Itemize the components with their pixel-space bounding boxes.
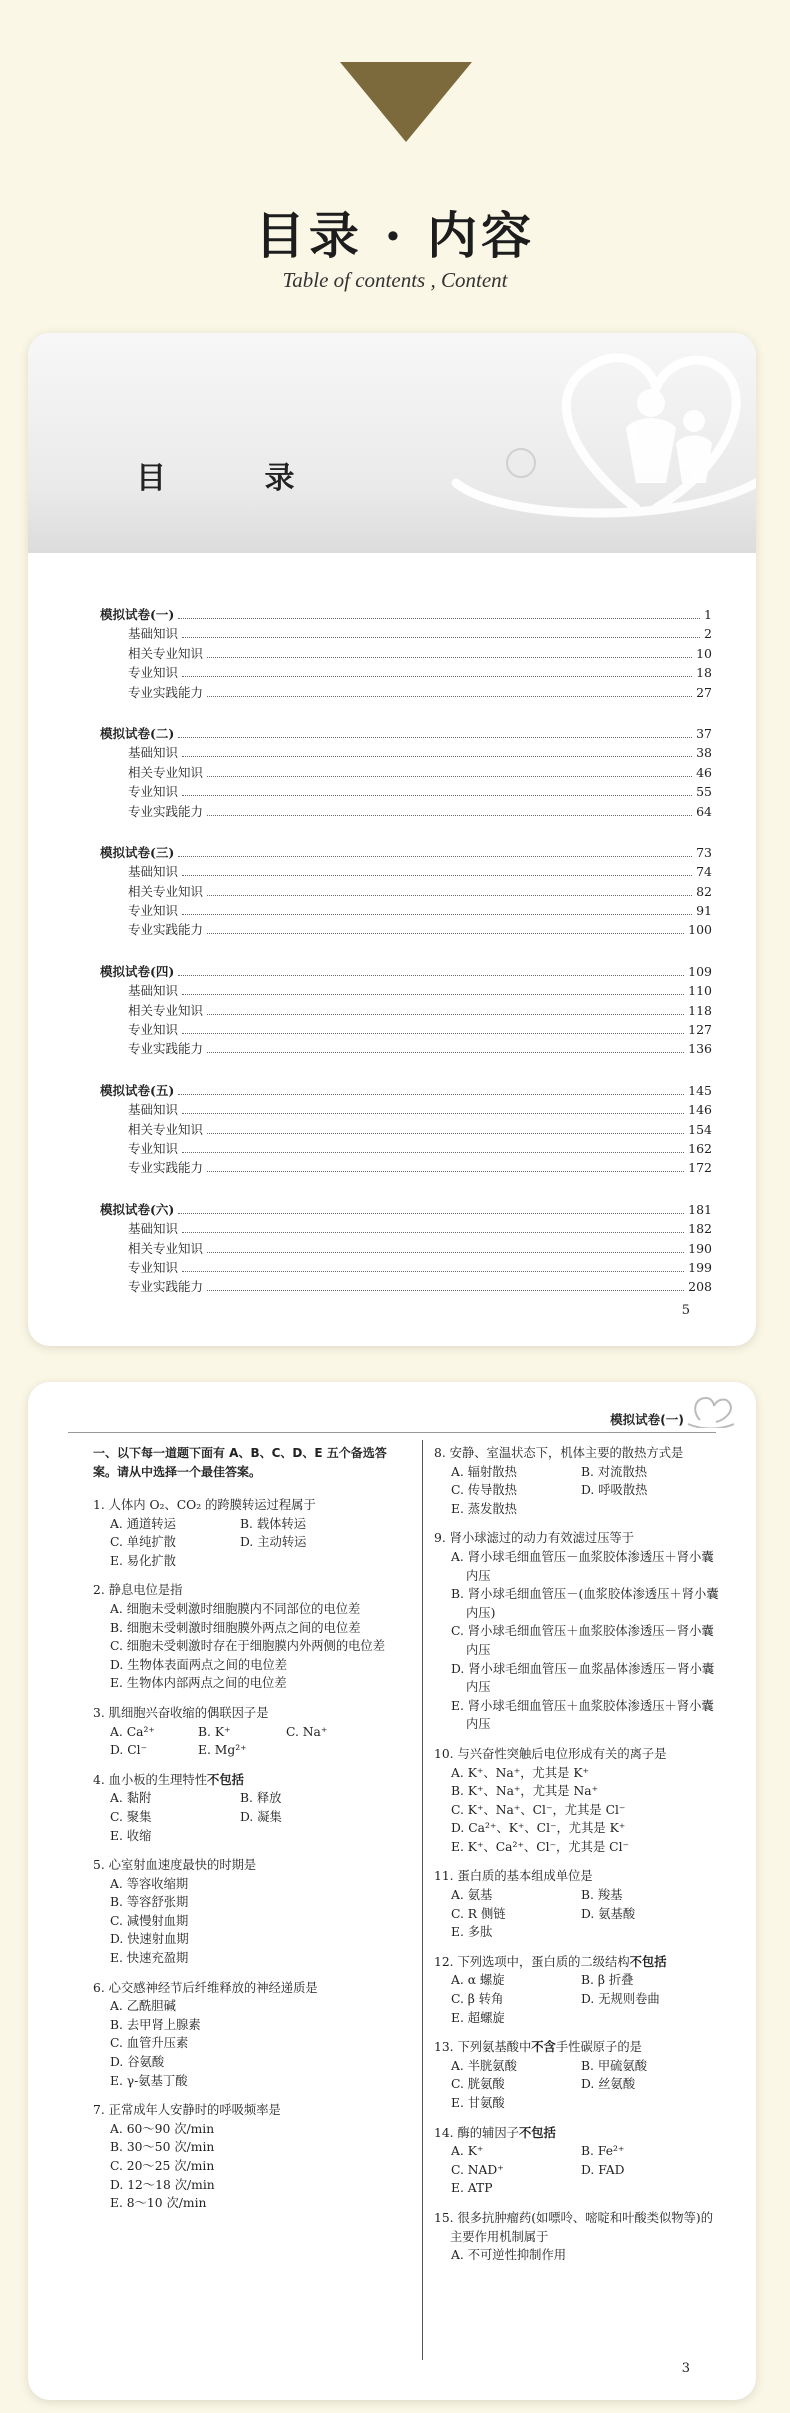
toc-leader-dots [182, 914, 692, 915]
section-title: 目录 · 内容 [254, 206, 536, 265]
answer-option: C. 传导散热 [451, 1483, 517, 1498]
answer-option: D. 凝集 [240, 1809, 282, 1824]
answer-option-row [434, 1481, 724, 1500]
question-item [93, 1496, 409, 1570]
question-emphasis: 不含 [531, 2040, 556, 2055]
toc-entry-exam [100, 962, 712, 981]
answer-option: E. ATP [451, 2181, 493, 2196]
question-item [434, 2209, 724, 2265]
toc-entry-section [100, 901, 712, 920]
toc-entry-page: 199 [688, 1259, 712, 1275]
toc-leader-dots [182, 676, 692, 677]
toc-leader-dots [182, 875, 692, 876]
question-stem [434, 1529, 724, 1548]
toc-leader-dots [178, 618, 700, 619]
toc-entry-title: 基础知识 [128, 864, 179, 880]
toc-entry-title: 专业实践能力 [128, 922, 204, 938]
toc-entry-page: 172 [688, 1160, 712, 1176]
toc-leader-dots [182, 1271, 684, 1272]
toc-entry-section [100, 1158, 712, 1177]
toc-entry-page: 46 [696, 764, 712, 780]
toc-entry-title: 专业知识 [128, 1140, 179, 1156]
question-text: 6. 心交感神经节后纤维释放的神经递质是 [93, 1980, 318, 1995]
toc-entry-page: 190 [688, 1240, 712, 1256]
answer-option-row [434, 1905, 724, 1924]
toc-entry-section [100, 1219, 712, 1238]
toc-entry-page: 100 [688, 922, 712, 938]
toc-leader-dots [207, 1014, 684, 1015]
question-text: 7. 正常成年人安静时的呼吸频率是 [93, 2103, 281, 2118]
answer-option: A. K⁺、Na⁺，尤其是 K⁺ [451, 1765, 590, 1780]
toc-entry-title: 基础知识 [128, 1221, 179, 1237]
answer-option: C. 20～25 次/min [110, 2159, 215, 2173]
toc-leader-dots [182, 1033, 684, 1034]
answer-option: C. 聚集 [110, 1809, 152, 1824]
question-text: 1. 人体内 O₂、CO₂ 的跨膜转运过程属于 [93, 1498, 316, 1512]
answer-option: A. 乙酰胆碱 [110, 1999, 176, 2014]
toc-leader-dots [207, 933, 684, 934]
medical-heart-stethoscope-icon [426, 333, 756, 553]
answer-option: B. Fe²⁺ [581, 2144, 625, 2159]
toc-leader-dots [207, 815, 692, 816]
answer-option: D. 丝氨酸 [581, 2077, 636, 2092]
answer-option-row [434, 2094, 724, 2113]
question-text: 8. 安静、室温状态下，机体主要的散热方式是 [434, 1446, 684, 1460]
answer-option: B. K⁺ [198, 1724, 231, 1739]
toc-entry-page: 82 [696, 883, 712, 899]
column-divider [422, 1440, 423, 2360]
toc-entry-title: 基础知识 [128, 626, 179, 642]
toc-entry-section [100, 802, 712, 821]
toc-entry-title: 专业实践能力 [128, 1279, 204, 1295]
toc-entry-section [100, 1020, 712, 1039]
toc-entry-section [100, 1258, 712, 1277]
toc-entry-title: 相关专业知识 [128, 1121, 204, 1137]
toc-leader-dots [207, 895, 692, 896]
answer-option: B. 对流散热 [581, 1464, 648, 1479]
toc-leader-dots [207, 1290, 684, 1291]
answer-option: A. 半胱氨酸 [451, 2058, 517, 2073]
section-instructions: 一、以下每一道题下面有 A、B、C、D、E 五个备选答案。请从中选择一个最佳答案。 [93, 1446, 387, 1479]
toc-entry-title: 专业知识 [128, 784, 179, 800]
toc-entry-page: 162 [688, 1140, 712, 1156]
toc-entry-page: 73 [696, 844, 712, 860]
answer-option: E. 多肽 [451, 1925, 493, 1940]
page-number: 5 [681, 1303, 690, 1318]
answer-option-row [93, 1515, 409, 1534]
answer-option: D. FAD [581, 2162, 625, 2177]
answer-option: C. NAD⁺ [451, 2162, 504, 2177]
answer-option-row [434, 2161, 724, 2180]
answer-option: A. 不可逆性抑制作用 [451, 2248, 567, 2263]
question-item [93, 2101, 409, 2213]
answer-option: D. 肾小球毛细血管压－血浆晶体渗透压－肾小囊内压 [451, 1661, 715, 1695]
question-stem [434, 1444, 724, 1463]
toc-entry-title: 相关专业知识 [128, 764, 204, 780]
toc-entry-section [100, 663, 712, 682]
answer-option-row [434, 2179, 724, 2198]
running-header [28, 1382, 756, 1427]
question-text: 2. 静息电位是指 [93, 1583, 183, 1598]
question-item [434, 2038, 724, 2112]
toc-entry-title: 专业实践能力 [128, 1160, 204, 1176]
toc-leader-dots [182, 1152, 684, 1153]
exam-page-card [28, 1382, 756, 2400]
toc-entry-section [100, 763, 712, 782]
answer-option: A. 细胞未受刺激时细胞膜内不同部位的电位差 [110, 1601, 361, 1616]
toc-entry-section [100, 920, 712, 939]
toc-entry-section [100, 862, 712, 881]
answer-option: D. 主动转运 [240, 1535, 307, 1550]
question-item [434, 1867, 724, 1941]
answer-option-row [93, 1723, 409, 1742]
toc-leader-dots [207, 776, 692, 777]
answer-option: D. 呼吸散热 [581, 1483, 648, 1498]
toc-entry-page: 110 [688, 983, 712, 999]
toc-entry-section [100, 1277, 712, 1296]
answer-option: A. 氨基 [451, 1888, 493, 1903]
answer-option: E. K⁺、Ca²⁺、Cl⁻，尤其是 Cl⁻ [451, 1839, 629, 1854]
answer-option: A. 60～90 次/min [110, 2121, 215, 2136]
toc-group [100, 962, 712, 1059]
toc-entry-page: 64 [696, 803, 712, 819]
toc-entry-page: 2 [704, 626, 712, 642]
toc-entry-page: 154 [688, 1121, 712, 1137]
toc-entry-exam [100, 843, 712, 862]
toc-entry-title: 相关专业知识 [128, 1240, 204, 1256]
answer-option: A. 辐射散热 [451, 1464, 517, 1479]
toc-group [100, 843, 712, 940]
toc-leader-dots [207, 1133, 684, 1134]
header-logo-icon [686, 1390, 734, 1428]
toc-entry-section [100, 782, 712, 801]
toc-entry-exam [100, 605, 712, 624]
toc-entry-title: 专业实践能力 [128, 1041, 204, 1057]
answer-option: D. 谷氨酸 [110, 2055, 165, 2070]
answer-option: C. 单纯扩散 [110, 1535, 176, 1550]
answer-option: E. 8～10 次/min [110, 2196, 207, 2211]
toc-leader-dots [182, 795, 692, 796]
answer-option: B. K⁺、Na⁺，尤其是 Na⁺ [451, 1784, 599, 1799]
toc-leader-dots [182, 994, 684, 995]
question-stem [93, 1979, 409, 1998]
page-number: 3 [681, 2361, 690, 2376]
toc-entry-title: 模拟试卷(三) [100, 844, 175, 860]
question-emphasis: 不包括 [629, 1954, 667, 1969]
toc-group [100, 1200, 712, 1297]
toc-entry-exam [100, 1200, 712, 1219]
toc-entry-section [100, 1039, 712, 1058]
toc-entry-page: 145 [688, 1082, 712, 1098]
toc-entry-section [100, 1239, 712, 1258]
toc-leader-dots [182, 1232, 684, 1233]
toc-entry-title: 模拟试卷(二) [100, 725, 175, 741]
toc-entry-page: 74 [696, 864, 712, 880]
toc-entry-page: 37 [696, 725, 712, 741]
answer-option-row [434, 2009, 724, 2028]
answer-option-row [434, 2075, 724, 2094]
question-text: 12. 下列选项中，蛋白质的二级结构 [434, 1954, 630, 1969]
answer-option: E. 肾小球毛细血管压＋血浆胶体渗透压＋肾小囊内压 [451, 1698, 714, 1732]
running-header-label: 模拟试卷(一) [610, 1412, 684, 1427]
answer-option: E. 易化扩散 [110, 1553, 176, 1568]
toc-heading: 目 录 [136, 461, 339, 496]
toc-entry-page: 38 [696, 745, 712, 761]
answer-option: B. 30～50 次/min [110, 2140, 215, 2155]
question-column-right [434, 1444, 724, 2276]
question-text: 4. 血小板的生理特性 [93, 1772, 208, 1787]
toc-entry-title: 专业知识 [128, 1022, 179, 1038]
toc-entry-page: 109 [688, 963, 712, 979]
answer-option: B. 羧基 [581, 1888, 623, 1903]
toc-entry-section [100, 1120, 712, 1139]
question-stem [434, 2038, 724, 2057]
question-stem [93, 1771, 409, 1790]
toc-entry-page: 1 [704, 607, 712, 622]
toc-entry-section [100, 644, 712, 663]
answer-option: B. β 折叠 [581, 1973, 634, 1988]
toc-leader-dots [207, 1252, 684, 1253]
answer-option: C. 胱氨酸 [451, 2077, 505, 2092]
question-item [434, 2124, 724, 2198]
answer-option: E. 收缩 [110, 1828, 152, 1843]
toc-entry-page: 118 [688, 1002, 712, 1018]
answer-option: A. 等容收缩期 [110, 1876, 189, 1891]
question-stem [434, 1867, 724, 1886]
answer-option: E. 超螺旋 [451, 2010, 505, 2025]
toc-entry-title: 基础知识 [128, 745, 179, 761]
question-column-left [93, 1444, 409, 2224]
question-text: 9. 肾小球滤过的动力有效滤过压等于 [434, 1531, 635, 1546]
toc-leader-dots [182, 637, 700, 638]
question-text: 10. 与兴奋性突触后电位形成有关的离子是 [434, 1746, 667, 1761]
toc-leader-dots [178, 737, 692, 738]
toc-entry-page: 55 [696, 784, 712, 800]
question-text: 15. 很多抗肿瘤药(如嘌呤、嘧啶和叶酸类似物等)的主要作用机制属于 [434, 2210, 713, 2244]
answer-option-row [93, 1552, 409, 1571]
toc-entry-section [100, 1139, 712, 1158]
answer-option: D. 快速射血期 [110, 1932, 189, 1947]
answer-option: A. Ca²⁺ [110, 1724, 155, 1739]
toc-entry-page: 127 [688, 1022, 712, 1038]
toc-entry-title: 相关专业知识 [128, 1002, 204, 1018]
answer-option: D. 无规则卷曲 [581, 1992, 660, 2007]
toc-entry-title: 相关专业知识 [128, 645, 204, 661]
question-item [93, 1581, 409, 1693]
answer-option: E. 蒸发散热 [451, 1501, 517, 1516]
question-stem [434, 2209, 724, 2246]
toc-entry-title: 专业知识 [128, 1259, 179, 1275]
toc-entry-section [100, 624, 712, 643]
answer-option: C. 细胞未受刺激时存在于细胞膜内外两侧的电位差 [110, 1639, 386, 1654]
toc-entry-title: 模拟试卷(六) [100, 1201, 175, 1217]
header-rule [68, 1432, 716, 1433]
toc-entry-page: 136 [688, 1041, 712, 1057]
answer-option: C. Na⁺ [286, 1724, 328, 1739]
answer-option: B. 甲硫氨酸 [581, 2058, 648, 2073]
answer-option: D. Cl⁻ [110, 1743, 148, 1758]
toc-entry-section [100, 981, 712, 1000]
toc-leader-dots [207, 696, 692, 697]
toc-leader-dots [207, 1171, 684, 1172]
toc-entry-section [100, 743, 712, 762]
answer-option-row [93, 1533, 409, 1552]
answer-option: D. 生物体表面两点之间的电位差 [110, 1657, 288, 1672]
answer-option-row [434, 1971, 724, 1990]
toc-leader-dots [182, 756, 692, 757]
answer-option-row [434, 1463, 724, 1482]
answer-option: E. 生物体内部两点之间的电位差 [110, 1676, 287, 1691]
question-text-tail: 手性碳原子的是 [555, 2040, 642, 2055]
toc-entry-title: 专业知识 [128, 903, 179, 919]
question-text: 14. 酶的辅因子 [434, 2125, 519, 2140]
toc-leader-dots [207, 1052, 684, 1053]
answer-option: C. R 侧链 [451, 1906, 506, 1921]
answer-option: E. 甘氨酸 [451, 2096, 505, 2110]
toc-entry-page: 208 [688, 1279, 712, 1295]
answer-option-row [93, 1827, 409, 1846]
question-stem [93, 1581, 409, 1600]
toc-leader-dots [178, 975, 684, 976]
toc-entry-section [100, 882, 712, 901]
answer-option-row [93, 1789, 409, 1808]
answer-option: B. 载体转运 [240, 1516, 307, 1531]
answer-option: B. 等容舒张期 [110, 1895, 189, 1910]
question-emphasis: 不包括 [518, 2125, 556, 2140]
answer-option: E. Mg²⁺ [198, 1743, 247, 1758]
question-stem [93, 1496, 409, 1515]
toc-entry-title: 专业实践能力 [128, 803, 204, 819]
question-stem [93, 1856, 409, 1875]
toc-entry-section [100, 1001, 712, 1020]
toc-entry-section [100, 1100, 712, 1119]
answer-option: D. 12～18 次/min [110, 2177, 215, 2192]
question-stem [434, 2124, 724, 2143]
answer-option: A. α 螺旋 [451, 1973, 505, 1988]
answer-option-row [434, 2142, 724, 2161]
answer-option: B. 去甲肾上腺素 [110, 2017, 201, 2032]
question-item [93, 1771, 409, 1845]
toc-entry-page: 146 [688, 1102, 712, 1118]
answer-option: C. K⁺、Na⁺、Cl⁻，尤其是 Cl⁻ [451, 1802, 626, 1817]
answer-option-row [93, 1741, 409, 1760]
toc-leader-dots [178, 1213, 684, 1214]
answer-option: C. β 转角 [451, 1992, 504, 2007]
answer-option-row [93, 1808, 409, 1827]
toc-leader-dots [207, 657, 692, 658]
toc-entry-page: 10 [696, 645, 712, 661]
question-stem [93, 1704, 409, 1723]
answer-option: D. Ca²⁺、K⁺、Cl⁻，尤其是 K⁺ [451, 1821, 626, 1836]
toc-entry-title: 模拟试卷(一) [100, 607, 175, 622]
toc-leader-dots [178, 856, 692, 857]
toc-group [100, 605, 712, 702]
question-item [93, 1856, 409, 1968]
answer-option: C. 减慢射血期 [110, 1913, 189, 1928]
toc-entry-exam [100, 724, 712, 743]
toc-entry-title: 基础知识 [128, 983, 179, 999]
section-subtitle: Table of contents , Content [282, 268, 508, 292]
answer-option: E. 快速充盈期 [110, 1951, 189, 1966]
question-stem [434, 1745, 724, 1764]
question-stem [93, 2101, 409, 2120]
answer-option: A. 通道转运 [110, 1516, 176, 1531]
answer-option: A. 黏附 [110, 1791, 152, 1806]
decorative-down-triangle [340, 62, 472, 142]
answer-option: B. 释放 [240, 1791, 282, 1806]
toc-entry-page: 27 [696, 684, 712, 700]
toc-group [100, 724, 712, 821]
toc-entry-title: 相关专业知识 [128, 883, 204, 899]
toc-leader-dots [182, 1113, 684, 1114]
question-emphasis: 不包括 [207, 1772, 244, 1787]
toc-entry-page: 18 [696, 665, 712, 681]
answer-option: A. 肾小球毛细血管压－血浆胶体渗透压＋肾小囊内压 [451, 1549, 714, 1583]
toc-group [100, 1081, 712, 1178]
answer-option: E. γ-氨基丁酸 [110, 2073, 188, 2088]
toc-entry-title: 模拟试卷(四) [100, 963, 175, 979]
question-item [93, 1979, 409, 2091]
question-item [93, 1704, 409, 1760]
question-text: 5. 心室射血速度最快的时期是 [93, 1858, 257, 1873]
answer-option-row [434, 1990, 724, 2009]
answer-option-row [434, 1500, 724, 1519]
table-of-contents [100, 605, 712, 1319]
answer-option-row [434, 1886, 724, 1905]
toc-entry-title: 模拟试卷(五) [100, 1082, 175, 1098]
toc-leader-dots [178, 1094, 684, 1095]
answer-option: C. 肾小球毛细血管压＋血浆胶体渗透压－肾小囊内压 [451, 1624, 714, 1657]
toc-entry-title: 专业知识 [128, 665, 179, 681]
toc-entry-title: 基础知识 [128, 1102, 179, 1118]
toc-entry-title: 专业实践能力 [128, 684, 204, 700]
answer-option: D. 氨基酸 [581, 1906, 636, 1921]
question-text: 11. 蛋白质的基本组成单位是 [434, 1869, 593, 1884]
toc-entry-page: 181 [688, 1201, 712, 1217]
toc-page-card [28, 333, 756, 1346]
question-item [434, 1529, 724, 1734]
question-text: 13. 下列氨基酸中 [434, 2040, 532, 2055]
question-item [434, 1444, 724, 1518]
toc-entry-exam [100, 1081, 712, 1100]
toc-entry-page: 91 [696, 903, 712, 919]
question-item [434, 1953, 724, 2027]
answer-option: B. 细胞未受刺激时细胞膜外两点之间的电位差 [110, 1620, 361, 1635]
answer-option: A. K⁺ [451, 2144, 484, 2159]
answer-option-row [434, 1923, 724, 1942]
question-item [434, 1745, 724, 1857]
answer-option: C. 血管升压素 [110, 2036, 189, 2051]
question-stem [434, 1953, 724, 1972]
question-text: 3. 肌细胞兴奋收缩的偶联因子是 [93, 1705, 269, 1720]
toc-entry-section [100, 683, 712, 702]
toc-entry-page: 182 [688, 1221, 712, 1237]
answer-option-row [434, 2057, 724, 2076]
answer-option: B. 肾小球毛细血管压－(血浆胶体渗透压＋肾小囊内压) [451, 1587, 719, 1620]
